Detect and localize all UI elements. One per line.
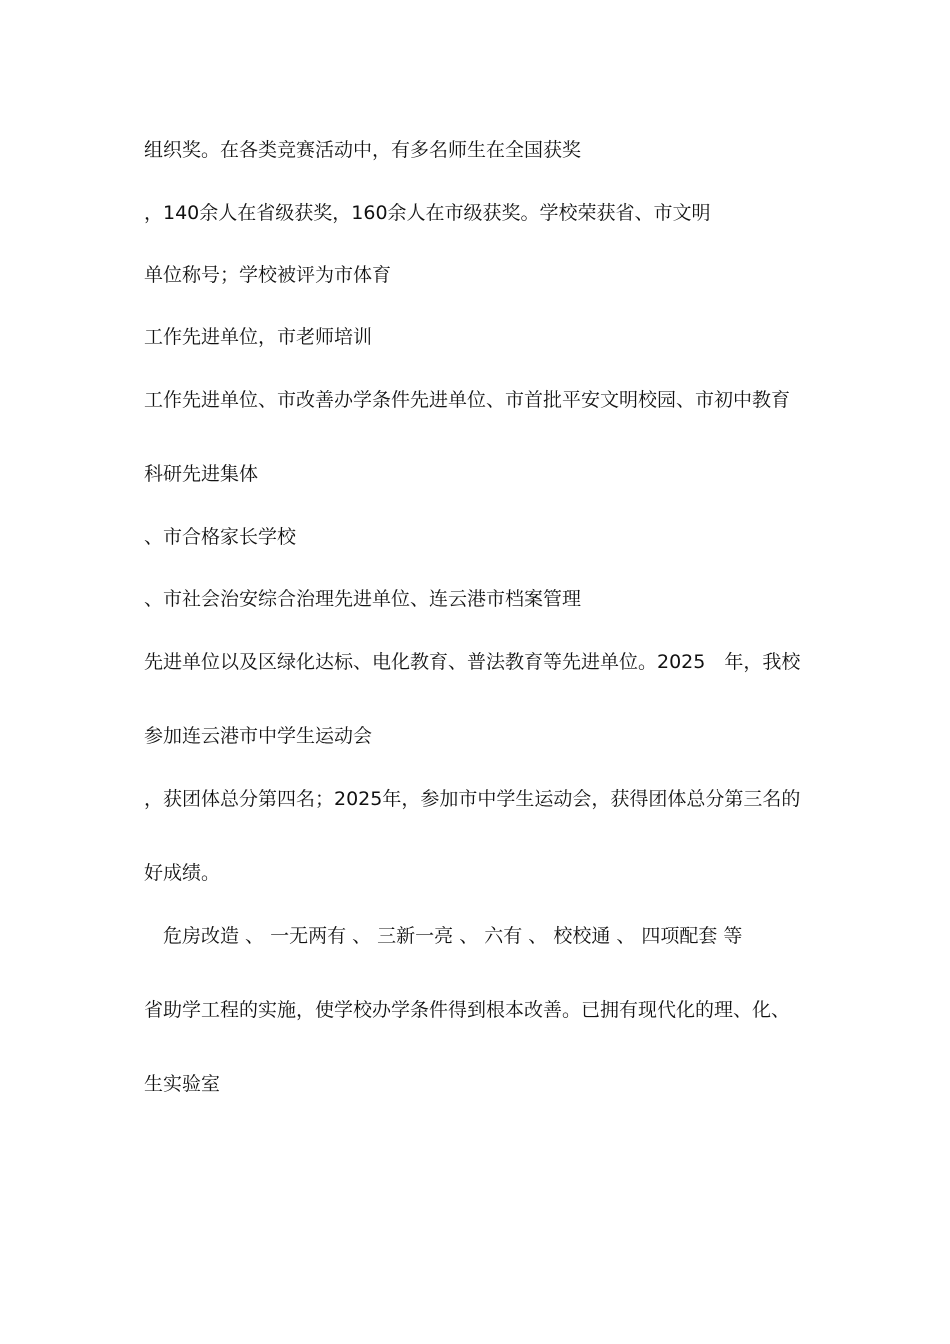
text-line: 工作先进单位、市改善办学条件先进单位、市首批平安文明校园、市初中教育 — [144, 389, 791, 411]
text-line: 好成绩。 — [144, 862, 221, 884]
text-line: 科研先进集体 — [144, 463, 259, 485]
text-line: 组织奖。在各类竞赛活动中，有多名师生在全国获奖 — [144, 139, 582, 161]
text-line: 参加连云港市中学生运动会 — [144, 725, 373, 747]
text-line: ，获团体总分第四名；2025年，参加市中学生运动会，获得团体总分第三名的 — [144, 788, 801, 810]
text-line: 危房改造 、 一无两有 、 三新一亮 、 六有 、 校校通 、 四项配套 等 — [144, 925, 743, 947]
text-line: 生实验室 — [144, 1073, 221, 1095]
text-line: 工作先进单位，市老师培训 — [144, 326, 373, 348]
text-line: 省助学工程的实施，使学校办学条件得到根本改善。已拥有现代化的理、化、 — [144, 999, 791, 1021]
text-line: 、市社会治安综合治理先进单位、连云港市档案管理 — [144, 588, 582, 610]
text-line: 单位称号；学校被评为市体育 — [144, 264, 392, 286]
text-line: ，140余人在省级获奖，160余人在市级获奖。学校荣获省、市文明 — [144, 202, 711, 224]
text-line: 、市合格家长学校 — [144, 526, 297, 548]
text-line: 先进单位以及区绿化达标、电化教育、普法教育等先进单位。2025 年，我校 — [144, 651, 801, 673]
